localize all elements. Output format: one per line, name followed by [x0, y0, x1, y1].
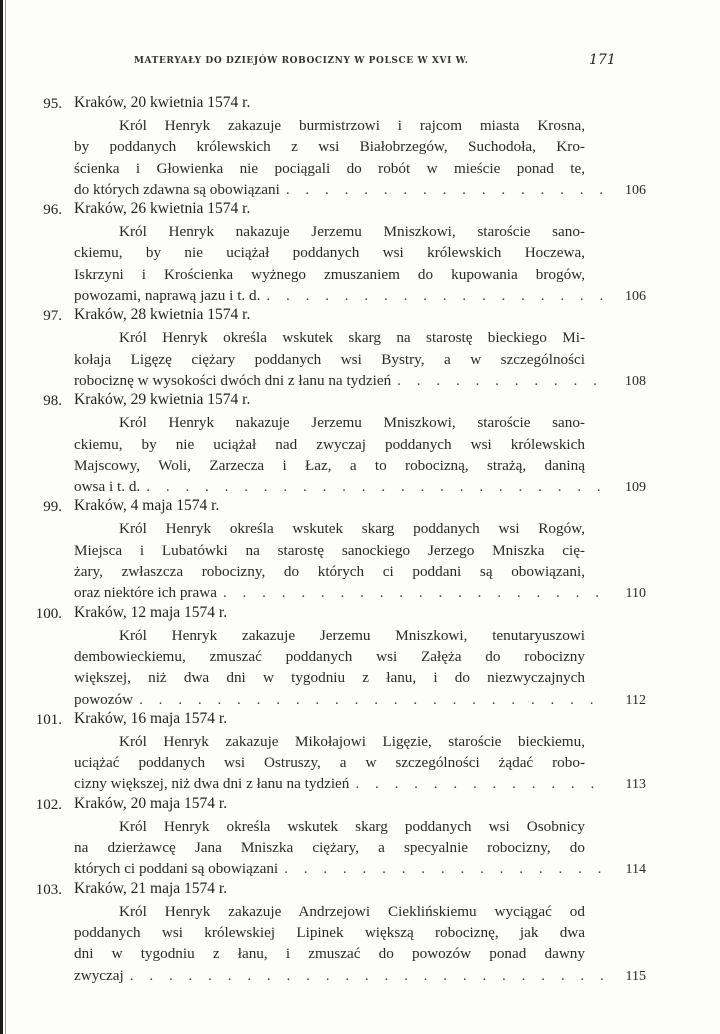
dot-leader — [139, 689, 610, 710]
page-number: 171 — [589, 52, 616, 68]
entry-text-line — [0, 816, 720, 837]
entry-text-line — [0, 667, 720, 688]
entry-number: 102. — [35, 796, 62, 813]
running-header-title: MATERYAŁY DO DZIEJÓW ROBOCIZNY W POLSCE W XVI W. — [134, 56, 469, 66]
dot-leader — [266, 285, 610, 306]
document-entry — [0, 710, 720, 795]
entry-text-line — [0, 518, 720, 539]
entry-date: Kraków, 4 maja 1574 r. — [74, 497, 220, 515]
entry-number: 101. — [35, 711, 62, 728]
document-entry — [0, 306, 720, 391]
page-reference: 112 — [625, 692, 646, 708]
entry-text-line — [0, 901, 720, 922]
dot-leader — [146, 476, 610, 497]
document-entry — [0, 94, 720, 200]
entry-number: 99. — [43, 499, 62, 516]
entry-text: Król Henryk określa wskutek skarg na starostę bieckiego Mi- — [119, 329, 585, 347]
entry-text: Król Henryk zakazuje Andrzejowi Cieklińskiemu wyciągać od — [119, 902, 585, 920]
entry-final-line — [0, 773, 646, 794]
entry-text-line — [0, 264, 720, 285]
document-entry — [0, 880, 720, 986]
entry-heading — [0, 710, 720, 731]
entry-heading — [0, 94, 720, 115]
entry-text-line — [0, 242, 720, 263]
entry-final-text: robociznę w wysokości dwóch dni z łanu na tydzień — [74, 371, 392, 389]
entry-final-text: owsa i t. d. — [74, 478, 141, 496]
dot-leader — [355, 773, 610, 794]
entry-text-line — [0, 327, 720, 348]
page-reference: 114 — [625, 862, 646, 878]
entry-final-line — [0, 858, 646, 879]
entry-text: ckiemu, by nie uciążał nad zwyczaj poddanych wsi królewskich — [74, 435, 585, 453]
entry-heading — [0, 306, 720, 327]
entry-text-line — [0, 731, 720, 752]
entry-text: Król Henryk zakazuje Jerzemu Mniszkowi, tenutaryuszowi — [119, 626, 585, 644]
entry-text: ckiemu, by nie uciążał poddanych wsi królewskich Hoczewa, — [74, 244, 585, 262]
entry-heading — [0, 795, 720, 816]
entry-text: na dzierżawcę Jana Mniszka ciężary, a specyalnie robocizny, do — [74, 839, 585, 857]
entry-final-text: powozów — [74, 690, 134, 708]
running-header — [0, 52, 720, 72]
entry-text: większej, niż dwa dni w tygodniu z łanu, i do niezwyczajnych — [74, 669, 585, 687]
entry-final-line — [0, 285, 646, 306]
dot-leader — [286, 179, 610, 200]
entry-number: 96. — [43, 202, 62, 219]
entry-number: 98. — [43, 393, 62, 410]
entry-heading — [0, 604, 720, 625]
entry-date: Kraków, 28 kwietnia 1574 r. — [74, 306, 251, 324]
entry-final-line — [0, 370, 646, 391]
entry-text-line — [0, 158, 720, 179]
page-reference: 115 — [625, 968, 646, 984]
entry-final-line — [0, 965, 646, 986]
entry-text-line — [0, 136, 720, 157]
entry-text: żary, zwłaszcza robocizny, do których ci poddani są obowiązani, — [74, 563, 585, 581]
entry-text: Majscowy, Woli, Zarzecza i Łaz, a to robocizną, strażą, daniną — [74, 456, 585, 474]
entry-text-line — [0, 943, 720, 964]
entry-heading — [0, 200, 720, 221]
entry-text: Król Henryk określa wskutek skarg poddanych wsi Osobnicy — [119, 817, 585, 835]
dot-leader — [284, 858, 610, 879]
entry-text-line — [0, 349, 720, 370]
entry-date: Kraków, 21 maja 1574 r. — [74, 879, 228, 897]
entry-text-line — [0, 837, 720, 858]
entry-final-text: do których zdawna są obowiązani — [74, 180, 280, 198]
document-entry — [0, 497, 720, 603]
document-entries — [0, 94, 720, 986]
entry-text: dni w tygodniu z łanu, i zmuszać do powozów ponad dawny — [74, 945, 585, 963]
entry-text-line — [0, 221, 720, 242]
page-reference: 106 — [625, 182, 646, 198]
entry-text-line — [0, 115, 720, 136]
entry-final-line — [0, 689, 646, 710]
entry-text-line — [0, 434, 720, 455]
page-reference: 110 — [625, 586, 646, 602]
entry-final-line — [0, 179, 646, 200]
entry-number: 97. — [43, 308, 62, 325]
entry-text: Miejsca i Lubatówki na starostę sanockiego Jerzego Mniszka cię- — [74, 541, 585, 559]
entry-date: Kraków, 20 maja 1574 r. — [74, 794, 228, 812]
entry-text-line — [0, 625, 720, 646]
entry-text: by poddanych królewskich z wsi Białobrzegów, Suchodoła, Kro- — [74, 138, 585, 156]
entry-date: Kraków, 12 maja 1574 r. — [74, 603, 228, 621]
entry-text: Iskrzyni i Krościenka wyżnego zmuszaniem do kupowania brogów, — [74, 265, 585, 283]
dot-leader — [223, 582, 610, 603]
entry-number: 100. — [35, 605, 62, 622]
entry-final-text: powozami, naprawą jazu i t. d. — [74, 287, 261, 305]
dot-leader — [130, 965, 610, 986]
entry-final-line — [0, 476, 646, 497]
entry-number: 103. — [35, 881, 62, 898]
page-reference: 106 — [625, 289, 646, 305]
page-reference: 113 — [625, 777, 646, 793]
entry-text: ścienka i Głowienka nie pociągali do robót w mieście ponad te, — [74, 159, 585, 177]
entry-final-line — [0, 582, 646, 603]
entry-final-text: oraz niektóre ich prawa — [74, 584, 217, 602]
entry-text: Król Henryk nakazuje Jerzemu Mniszkowi, staroście sano- — [119, 414, 585, 432]
page-reference: 108 — [625, 373, 646, 389]
entry-text-line — [0, 540, 720, 561]
entry-text: dembowieckiemu, zmuszać poddanych wsi Załęża do robocizny — [74, 647, 585, 665]
entry-heading — [0, 880, 720, 901]
entry-text-line — [0, 561, 720, 582]
entry-text-line — [0, 412, 720, 433]
entry-final-text: zwyczaj — [74, 966, 124, 984]
entry-text: poddanych wsi królewskiej Lipinek większą robociznę, jak dwa — [74, 923, 585, 941]
entry-heading — [0, 497, 720, 518]
entry-text: Król Henryk zakazuje Mikołajowi Ligęzie, staroście bieckiemu, — [119, 732, 585, 750]
document-entry — [0, 795, 720, 880]
entry-final-text: cizny większej, niż dwa dni z łanu na tydzień — [74, 775, 350, 793]
entry-date: Kraków, 20 kwietnia 1574 r. — [74, 94, 251, 111]
entry-final-text: których ci poddani są obowiązani — [74, 860, 279, 878]
dot-leader — [397, 370, 610, 391]
entry-text-line — [0, 922, 720, 943]
entry-heading — [0, 391, 720, 412]
entry-text-line — [0, 752, 720, 773]
entry-text: uciążać poddanych wsi Ostruszy, a w szczególności żądać robo- — [74, 754, 585, 772]
entry-text: Król Henryk zakazuje burmistrzowi i rajcom miasta Krosna, — [119, 117, 585, 134]
document-entry — [0, 391, 720, 497]
entry-date: Kraków, 26 kwietnia 1574 r. — [74, 200, 251, 218]
document-entry — [0, 604, 720, 710]
entry-text-line — [0, 646, 720, 667]
entry-text: Król Henryk nakazuje Jerzemu Mniszkowi, staroście sano- — [119, 223, 585, 241]
entry-number: 95. — [43, 96, 62, 112]
entry-date: Kraków, 29 kwietnia 1574 r. — [74, 391, 251, 409]
document-entry — [0, 200, 720, 306]
entry-text: Król Henryk określa wskutek skarg poddanych wsi Rogów, — [119, 520, 585, 538]
entry-text: kołaja Ligęzę ciężary poddanych wsi Bystry, a w szczególności — [74, 350, 585, 368]
entry-date: Kraków, 16 maja 1574 r. — [74, 709, 228, 727]
entry-text-line — [0, 455, 720, 476]
page-reference: 109 — [625, 480, 646, 496]
